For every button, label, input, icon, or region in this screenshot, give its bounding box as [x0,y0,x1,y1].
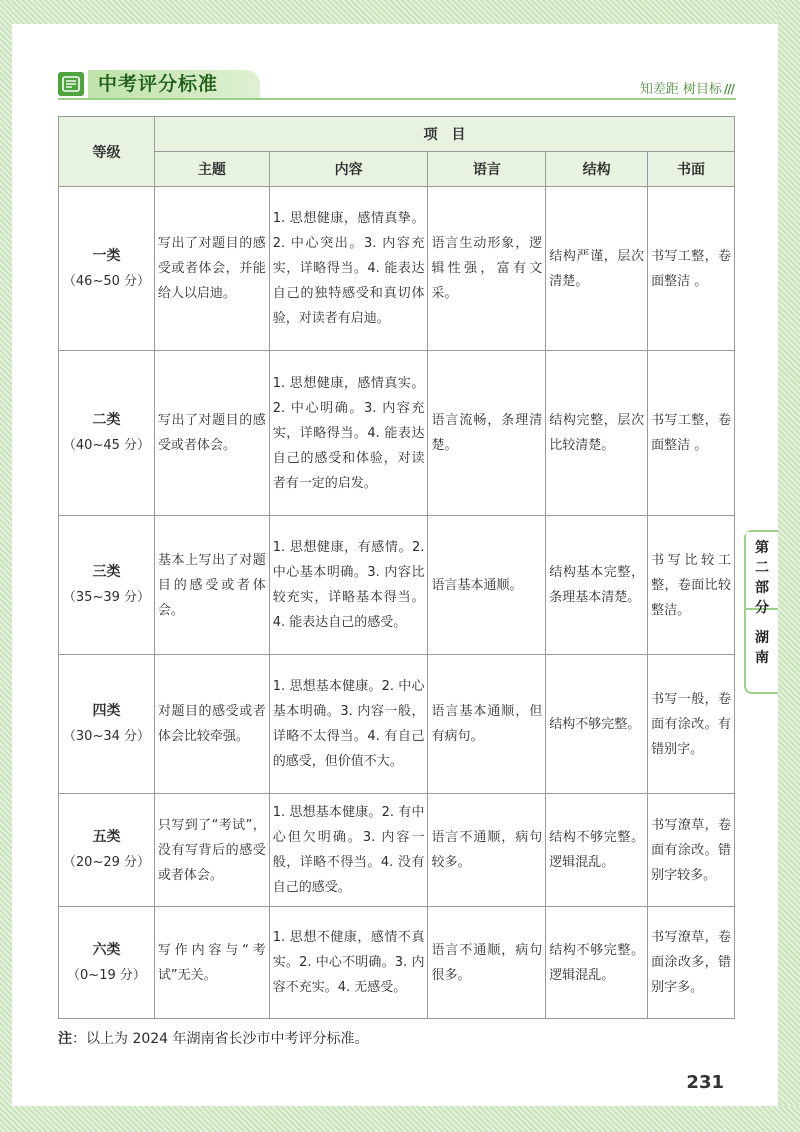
grade-name: 五类 [92,829,121,845]
page-title: 中考评分标准 [88,70,260,98]
grade-name: 四类 [92,703,121,719]
column-header-writing: 书面 [648,152,735,187]
theme-cell: 写出了对题目的感受或者体会，并能给人以启迪。 [154,187,269,351]
header-slashes: /// [723,82,734,96]
language-cell: 语言不通顺，病句较多。 [428,794,546,907]
header-slogan: 知差距 树目标 [639,82,722,97]
side-tab-section: 第 二 部 分 [755,540,769,616]
theme-cell: 写作内容与“考试”无关。 [154,907,269,1019]
writing-cell: 书写工整，卷面整洁 。 [648,351,735,516]
theme-cell: 基本上写出了对题目的感受或者体会。 [154,516,269,655]
content-cell: 1. 思想健康，感情真挚。2. 中心突出。3. 内容充实，详略得当。4. 能表达自己的独特感受和真切体验，对读者有启迪。 [269,187,428,351]
table-row [59,516,735,655]
footnote-label: 注 [58,1031,72,1047]
grade-cell [59,794,155,907]
language-cell: 语言基本通顺，但有病句。 [428,655,546,794]
writing-cell: 书写比较工整，卷面比较整洁。 [648,516,735,655]
structure-cell: 结构完整，层次比较清楚。 [546,351,648,516]
column-header-content: 内容 [269,152,428,187]
structure-cell: 结构不够完整。逻辑混乱。 [546,794,648,907]
grade-range: （20~29 分） [62,855,151,870]
structure-cell: 结构不够完整。 [546,655,648,794]
grade-name: 一类 [92,247,121,264]
writing-cell: 书写潦草，卷面涂改多，错别字多。 [648,907,735,1019]
table-row [59,187,735,351]
grade-range: （30~34 分） [62,729,151,744]
frame-top [0,0,800,24]
table-header-row [59,117,735,152]
table-row [59,351,735,516]
structure-cell: 结构不够完整。逻辑混乱。 [546,907,648,1019]
content-cell: 1. 思想不健康，感情不真实。2. 中心不明确。3. 内容不充实。4. 无感受。 [269,907,428,1019]
checklist-icon [58,72,84,96]
side-tab-region: 湖 南 [755,630,769,666]
frame-bottom [0,1106,800,1132]
frame-left [0,0,12,1132]
grade-range: （0~19 分） [67,967,146,983]
writing-cell: 书写一般，卷面有涂改。有错别字。 [648,655,735,794]
side-section-tab [744,530,778,694]
grade-name: 六类 [92,941,121,958]
theme-cell: 对题目的感受或者体会比较牵强。 [154,655,269,794]
content-cell: 1. 思想健康，有感情。2. 中心基本明确。3. 内容比较充实，详略基本得当。4. 能表达自己的感受。 [269,516,428,655]
language-cell: 语言流畅，条理清楚。 [428,351,546,516]
grade-name: 三类 [92,564,121,580]
structure-cell: 结构基本完整，条理基本清楚。 [546,516,648,655]
frame-right [778,0,800,1132]
language-cell: 语言生动形象，逻辑性强，富有文采。 [428,187,546,351]
grade-range: （46~50 分） [62,273,151,289]
column-header-language: 语言 [428,152,546,187]
table-row [59,794,735,907]
content-cell: 1. 思想基本健康。2. 有中心但欠明确。3. 内容一般，详略不得当。4. 没有自己的感受。 [269,794,428,907]
grade-header: 等级 [59,117,155,187]
footnote-text: ：以上为 2024 年湖南省长沙市中考评分标准。 [72,1031,369,1047]
writing-cell: 书写工整，卷面整洁 。 [648,187,735,351]
project-header: 项 目 [154,117,734,152]
grade-name: 二类 [92,412,121,428]
grade-cell [59,907,155,1019]
header-rule [58,98,736,100]
grade-range: （35~39 分） [62,590,151,605]
scoring-table [58,116,735,1019]
column-header-structure: 结构 [546,152,648,187]
structure-cell: 结构严谨，层次清楚。 [546,187,648,351]
grade-cell [59,516,155,655]
table-row [59,907,735,1019]
footnote [58,1028,369,1048]
writing-cell: 书写潦草，卷面有涂改。错别字较多。 [648,794,735,907]
table-subheader-row [59,152,735,187]
grade-cell [59,655,155,794]
column-header-theme: 主题 [154,152,269,187]
grade-range: （40~45 分） [62,438,151,453]
grade-cell [59,351,155,516]
language-cell: 语言不通顺，病句很多。 [428,907,546,1019]
page-number: 231 [686,1072,724,1093]
table-row [59,655,735,794]
grade-cell [59,187,155,351]
language-cell: 语言基本通顺。 [428,516,546,655]
content-cell: 1. 思想健康，感情真实。2. 中心明确。3. 内容充实，详略得当。4. 能表达自己的感受和体验，对读者有一定的启发。 [269,351,428,516]
theme-cell: 写出了对题目的感受或者体会。 [154,351,269,516]
content-cell: 1. 思想基本健康。2. 中心基本明确。3. 内容一般，详略不太得当。4. 有自己的感受，但价值不大。 [269,655,428,794]
theme-cell: 只写到了“考试”，没有写背后的感受或者体会。 [154,794,269,907]
